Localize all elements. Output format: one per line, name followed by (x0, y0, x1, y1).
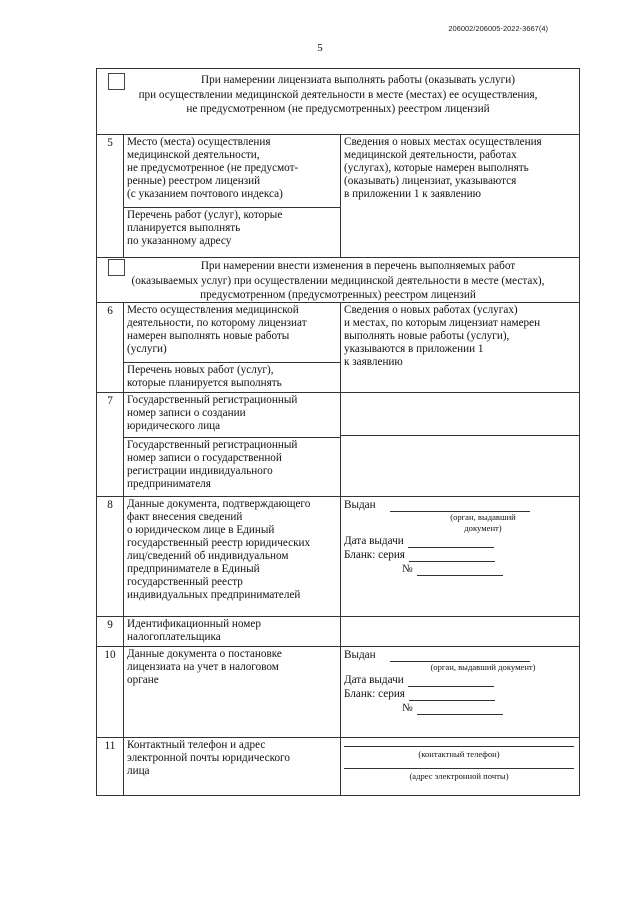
section-header-new-place (97, 69, 579, 135)
issue-date-input[interactable] (408, 547, 494, 548)
info-line: (оказывать) лицензиат, указываются (344, 175, 517, 187)
field-label-contacts (124, 738, 340, 779)
issued-caption (344, 512, 576, 534)
label-line: медицинской деятельности, (127, 149, 260, 161)
info-line: в приложении 1 к заявлению (344, 188, 482, 200)
info-line: к заявлению (344, 356, 403, 368)
issue-date-field (344, 534, 576, 548)
inn-value-cell[interactable] (341, 617, 579, 646)
row-number: 6 (97, 303, 124, 392)
label-line: номер записи о создании (127, 407, 246, 419)
label-line: органе (127, 674, 159, 686)
label-line: электронной почты юридического (127, 752, 290, 764)
label-line: предпринимателя (127, 478, 211, 490)
info-line: выполнять новые работы (услуги), (344, 330, 510, 342)
row-fields-column (341, 738, 579, 795)
label-line: (с указанием почтового индекса) (127, 188, 283, 200)
label-line: лица (127, 765, 150, 777)
blank-series-label: Бланк: серия (344, 688, 405, 700)
blank-series-input[interactable] (409, 561, 495, 562)
blank-series-input[interactable] (409, 700, 495, 701)
row-label-column (124, 647, 341, 737)
table-row-8 (97, 497, 579, 617)
issued-field (344, 648, 576, 662)
section-header-line: предусмотренном (предусмотренных) реестром лицензий (200, 289, 476, 301)
field-label-works-list (124, 207, 340, 249)
document-number: 206002/206005-2022-3667(4) (448, 24, 548, 33)
label-line: индивидуальных предпринимателей (127, 589, 301, 601)
issued-label: Выдан (344, 499, 376, 511)
row-number: 7 (97, 393, 124, 496)
section-header-line: не предусмотренном (не предусмотренных) реестром лицензий (186, 103, 490, 115)
blank-series-field (344, 687, 576, 701)
label-line: деятельности, по которому лицензиат (127, 317, 307, 329)
field-label-ogrnip (124, 437, 340, 492)
table-row-7 (97, 393, 579, 497)
field-label-inn (124, 617, 340, 645)
label-line: факт внесения сведений (127, 511, 243, 523)
label-line: регистрации индивидуального (127, 465, 273, 477)
blank-number-input[interactable] (417, 575, 503, 576)
label-line: планируется выполнять (127, 222, 241, 234)
label-line: о юридическом лице в Единый (127, 524, 275, 536)
row-fields-column (341, 647, 579, 737)
issue-date-input[interactable] (408, 686, 494, 687)
field-label-tax-registration (124, 647, 340, 688)
section-header-line: При намерении лицензиата выполнять работы (оказывать услуги) (201, 74, 515, 86)
table-row-10 (97, 647, 579, 738)
email-input[interactable] (344, 768, 574, 769)
info-line: медицинской деятельности, работах (344, 149, 517, 161)
label-line: Идентификационный номер (127, 618, 261, 630)
row-number: 11 (97, 738, 124, 795)
issue-date-field (344, 673, 576, 687)
info-line: (услугах), которые намерен выполнять (344, 162, 529, 174)
section-checkbox[interactable] (108, 259, 125, 276)
table-row-11 (97, 738, 579, 795)
issued-label: Выдан (344, 649, 376, 661)
issue-date-label: Дата выдачи (344, 674, 404, 686)
row-label-column (124, 617, 341, 646)
section-header-line: При намерении внести изменения в перечень выполняемых работ (200, 260, 516, 272)
row-label-column (124, 135, 341, 257)
section-header-line: (оказываемых услуг) при осуществлении медицинской деятельности в месте (местах), (131, 274, 545, 287)
label-line: Место осуществления медицинской (127, 304, 299, 316)
row-label-column (124, 497, 341, 616)
label-line: номер записи о государственной (127, 452, 282, 464)
label-line: Контактный телефон и адрес (127, 739, 266, 751)
label-line: Место (места) осуществления (127, 136, 271, 148)
page-number: 5 (317, 42, 323, 54)
row-value-column (341, 393, 579, 496)
blank-series-field (344, 548, 576, 562)
label-line: намерен выполнять новые работы (127, 330, 290, 342)
caption-line: (орган, выдавший (450, 512, 516, 522)
label-line: Данные документа о постановке (127, 648, 282, 660)
row-info-column (341, 135, 579, 257)
row-info-column (341, 303, 579, 392)
label-line: предпринимателе в Единый (127, 563, 260, 575)
info-line: и местах, по которым лицензиат намерен (344, 317, 541, 329)
label-line: лицензиата на учет в налоговом (127, 661, 279, 673)
label-line: ренные) реестром лицензий (127, 175, 261, 187)
phone-input[interactable] (344, 746, 574, 747)
info-line: Сведения о новых местах осуществления (344, 136, 542, 148)
row-number: 10 (97, 647, 124, 737)
blank-number-field (344, 562, 576, 576)
blank-series-label: Бланк: серия (344, 549, 405, 561)
field-label-place (124, 135, 340, 207)
table-row-6 (97, 303, 579, 393)
row-number: 9 (97, 617, 124, 646)
label-line: лиц/сведений об индивидуальном (127, 550, 289, 562)
row-label-column (124, 738, 341, 795)
label-line: юридического лица (127, 420, 221, 432)
label-line: Перечень работ (услуг), которые (127, 209, 283, 221)
label-line: не предусмотренное (не предусмот- (127, 162, 299, 174)
label-line: Государственный регистрационный (127, 439, 298, 451)
phone-caption: (контактный телефон) (418, 749, 500, 759)
label-line: которые планируется выполнять (127, 377, 282, 389)
row-number: 8 (97, 497, 124, 616)
ogrn-value-cell[interactable] (341, 393, 579, 436)
field-label-egrul-doc (124, 497, 340, 603)
application-form-table (96, 68, 580, 796)
label-line: (услуги) (127, 343, 167, 355)
field-label-place (124, 303, 340, 362)
row-label-column (124, 393, 341, 496)
blank-number-label: № (402, 702, 413, 714)
section-checkbox[interactable] (108, 73, 125, 90)
label-line: государственный реестр юридических (127, 537, 311, 549)
blank-number-label: № (402, 563, 413, 575)
section-header-line: при осуществлении медицинской деятельности в месте (местах) ее осуществления, (138, 88, 538, 101)
info-line: Сведения о новых работах (услугах) (344, 304, 518, 316)
blank-number-input[interactable] (417, 714, 503, 715)
row-fields-column (341, 497, 579, 616)
label-line: государственный реестр (127, 576, 243, 588)
info-line: указываются в приложении 1 (344, 343, 484, 355)
label-line: Перечень новых работ (услуг), (127, 364, 274, 376)
row-number: 5 (97, 135, 124, 257)
field-label-new-works (124, 362, 340, 391)
label-line: налогоплательщика (127, 631, 221, 643)
label-line: по указанному адресу (127, 235, 232, 247)
blank-number-field (344, 701, 576, 715)
email-caption: (адрес электронной почты) (409, 771, 509, 781)
issued-caption: (орган, выдавший документ) (430, 662, 536, 672)
row-label-column (124, 303, 341, 392)
issued-field (344, 498, 576, 512)
issue-date-label: Дата выдачи (344, 535, 404, 547)
table-row-5 (97, 135, 579, 258)
section-header-change-works (97, 258, 579, 303)
caption-line: документ) (464, 523, 502, 533)
table-row-9 (97, 617, 579, 647)
field-label-ogrn (124, 393, 340, 437)
label-line: Данные документа, подтверждающего (127, 498, 311, 510)
label-line: Государственный регистрационный (127, 394, 298, 406)
